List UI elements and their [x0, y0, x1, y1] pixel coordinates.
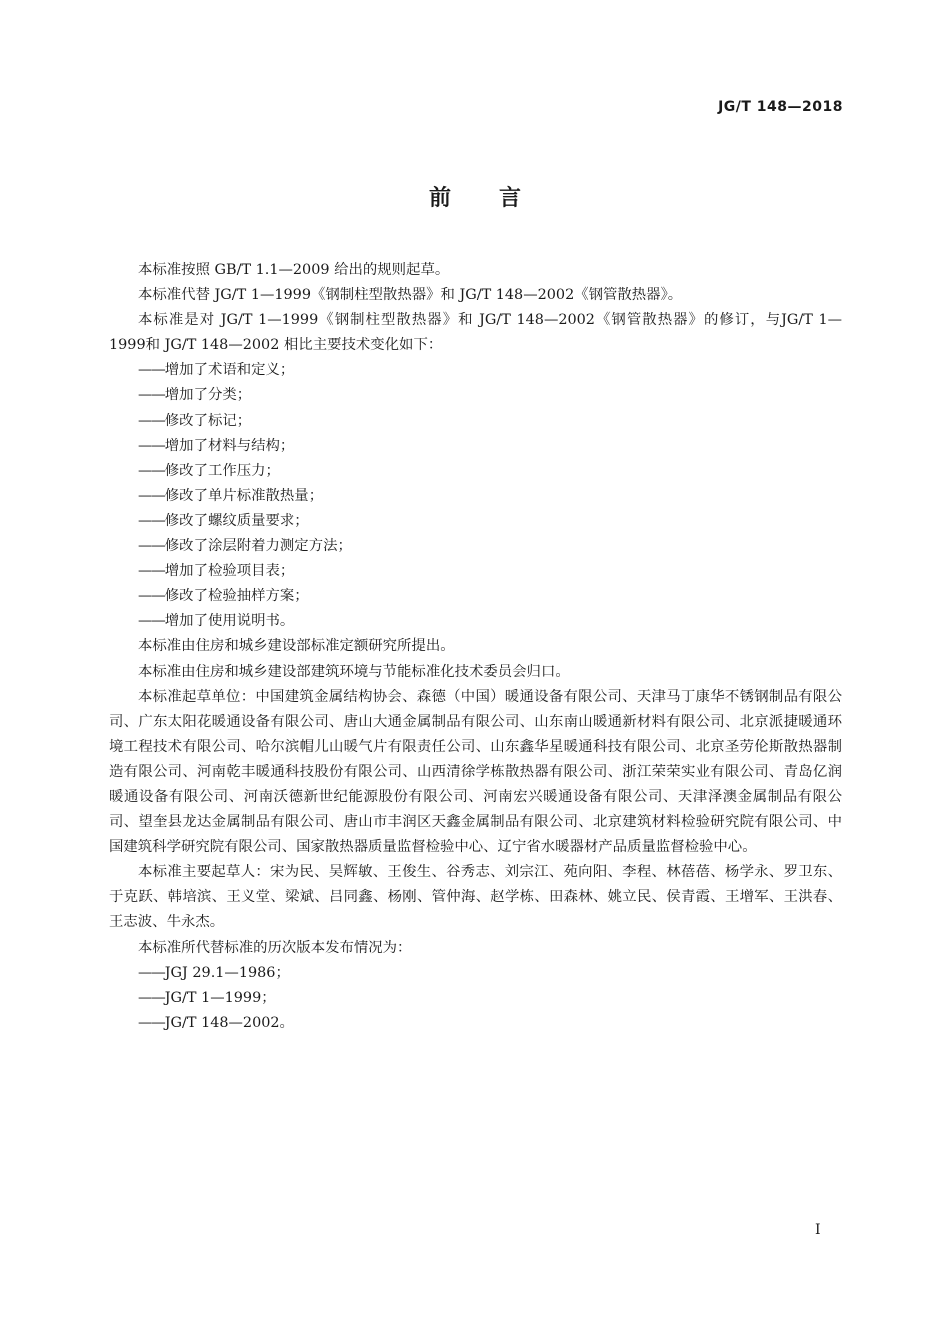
list-item-change	[109, 534, 842, 559]
list-item-text: 增加了术语和定义；	[164, 362, 295, 379]
page-title: 前言	[428, 186, 569, 211]
dash-mark: ——	[138, 462, 165, 479]
list-item-change	[109, 409, 842, 434]
paragraph-proposed-by: 本标准由住房和城乡建设部标准定额研究所提出。	[138, 638, 455, 655]
page-number: I	[815, 1222, 821, 1238]
dash-mark: ——	[138, 487, 165, 504]
list-item-change	[109, 358, 842, 383]
dash-mark: ——	[138, 437, 165, 454]
list-item-change	[109, 559, 842, 584]
list-item-change	[109, 509, 842, 534]
dash-mark: ——	[138, 362, 165, 379]
list-item-change	[109, 584, 842, 609]
list-item-text: 修改了螺纹质量要求；	[164, 512, 309, 529]
dash-mark: ——	[138, 563, 165, 580]
paragraph-centralized-by: 本标准由住房和城乡建设部建筑环境与节能标准化技术委员会归口。	[138, 663, 570, 680]
paragraph-drafting-rules: 本标准按照 GB/T 1.1—2009 给出的规则起草。	[138, 262, 450, 278]
list-item-change	[109, 383, 842, 408]
dash-mark: ——	[138, 964, 165, 981]
list-item-text: JGJ 29.1—1986；	[164, 964, 290, 981]
paragraph-history: 本标准所代替标准的历次版本发布情况为：	[138, 939, 412, 956]
list-item-text: 修改了检验抽样方案；	[164, 588, 309, 605]
list-item-history	[109, 961, 842, 986]
list-item-text: JG/T 1—1999；	[164, 989, 276, 1006]
dash-mark: ——	[138, 387, 165, 404]
list-item-history	[109, 1011, 842, 1036]
dash-mark: ——	[138, 512, 165, 529]
dash-mark: ——	[138, 613, 165, 630]
standard-code: JG/T 148—2018	[718, 99, 843, 115]
list-item-change	[109, 434, 842, 459]
list-item-text: 增加了材料与结构；	[164, 437, 295, 454]
list-item-text: 修改了涂层附着力测定方法；	[164, 538, 352, 555]
list-item-text: 增加了检验项目表；	[164, 563, 295, 580]
list-item-change	[109, 609, 842, 634]
paragraph-replaces: 本标准代替 JG/T 1—1999《钢制柱型散热器》和 JG/T 148—2002《钢管散热器》。	[138, 287, 683, 304]
list-item-text: 修改了标记；	[164, 412, 252, 429]
paragraph-revision: 本标准是对 JG/T 1—1999《钢制柱型散热器》和 JG/T 148—2002《钢管散热器》的修订，与JG/T 1—1999和 JG/T 148—2002 相比主要技术变化如下：	[109, 312, 842, 354]
dash-mark: ——	[138, 989, 165, 1006]
list-item-text: 修改了单片标准散热量；	[164, 487, 324, 504]
list-item-text: 增加了分类；	[164, 387, 252, 404]
dash-mark: ——	[138, 538, 165, 555]
list-item-text: 增加了使用说明书。	[164, 613, 295, 630]
list-item-change	[109, 484, 842, 509]
paragraph-drafting-units: 本标准起草单位：中国建筑金属结构协会、森德（中国）暖通设备有限公司、天津马丁康华不锈钢制品有限公司、广东太阳花暖通设备有限公司、唐山大通金属制品有限公司、山东南山暖通新材料有限公司、北京派捷暖通环境工程技术有限公司、哈尔滨帽儿山暖气片有限责任公司、山东鑫华星暖通科技有限公司、北京圣劳伦斯散热器制造有限公司、河南乾丰暖通科技股份有限公司、山西清徐学栋散热器有限公司、浙江荣荣实业有限公司、青岛亿润暖通设备有限公司、河南沃德新世纪能源股份有限公司、河南宏兴暖通设备有限公司、天津泽澳金属制品有限公司、望奎县龙达金属制品有限公司、唐山市丰润区天鑫金属制品有限公司、北京建筑材料检验研究院有限公司、中国建筑科学研究院有限公司、国家散热器质量监督检验中心、辽宁省水暖器材产品质量监督检验中心。	[109, 688, 842, 856]
list-item-history	[109, 986, 842, 1011]
paragraph-drafters: 本标准主要起草人：宋为民、吴辉敏、王俊生、谷秀志、刘宗江、苑向阳、李程、林蓓蓓、杨学永、罗卫东、于克跃、韩培滨、王义堂、梁斌、吕同鑫、杨刚、管仲海、赵学栋、田森林、姚立民、侯青霞、王增军、王洪春、王志波、牛永杰。	[109, 864, 842, 931]
list-item-text: JG/T 148—2002。	[164, 1014, 294, 1031]
list-item-change	[109, 459, 842, 484]
foreword-body	[109, 258, 842, 1036]
list-item-text: 修改了工作压力；	[164, 462, 280, 479]
dash-mark: ——	[138, 412, 165, 429]
dash-mark: ——	[138, 1014, 165, 1031]
dash-mark: ——	[138, 588, 165, 605]
